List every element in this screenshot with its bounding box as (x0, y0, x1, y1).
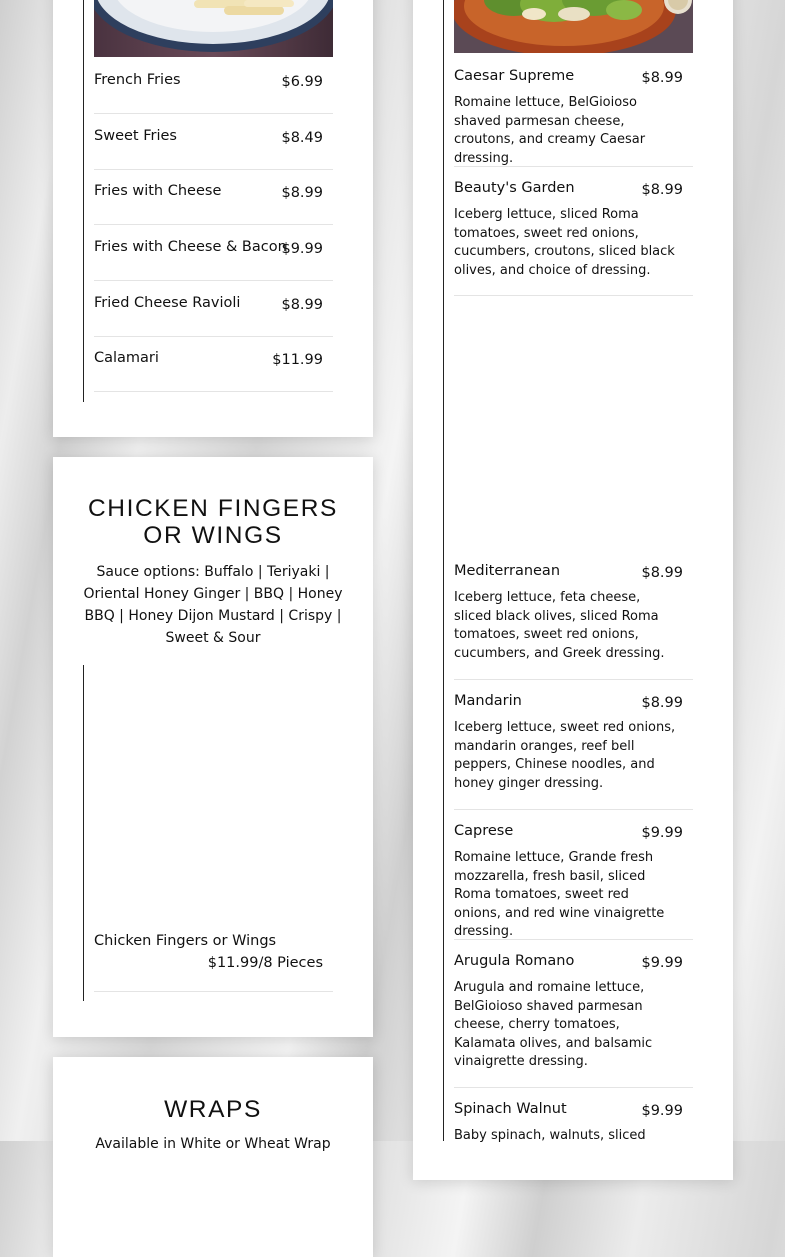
item-description: Arugula and romaine lettuce, BelGioioso shaved parmesan cheese, cherry tomatoes, Kalamata olives, and balsamic vinaigrette dressing. (454, 980, 653, 1069)
item-price: $9.99 (281, 241, 323, 257)
item-name: French Fries (94, 72, 181, 88)
chicken-fingers-item (94, 930, 333, 992)
wraps-note: Available in White or Wheat Wrap (95, 1136, 331, 1152)
item-price: $8.99 (641, 565, 683, 581)
item-price: $8.99 (641, 695, 683, 711)
item-price: $9.99 (641, 1103, 683, 1119)
item-name: Spinach Walnut (454, 1101, 567, 1117)
item-name: Arugula Romano (454, 953, 575, 969)
salad-item (454, 66, 693, 167)
item-name: Beauty's Garden (454, 180, 575, 196)
salads-divider-line (443, 0, 444, 1141)
chicken-title-line2: OR WINGS (143, 522, 283, 549)
chicken-title-line1: CHICKEN FINGERS (88, 495, 338, 522)
wraps-card (53, 1057, 373, 1257)
item-description: Baby spinach, walnuts, sliced (454, 1128, 646, 1143)
salad-item (454, 691, 693, 810)
item-price: $8.99 (641, 182, 683, 198)
item-description: Iceberg lettuce, sliced Roma tomatoes, sweet red onions, cucumbers, croutons, sliced black olives, and choice of dressing. (454, 207, 675, 278)
item-description: Iceberg lettuce, feta cheese, sliced black olives, sliced Roma tomatoes, sweet red onions, cucumbers, and Greek dressing. (454, 590, 665, 661)
item-price: $9.99 (641, 955, 683, 971)
chicken-divider-line (83, 665, 84, 1001)
salad-item (454, 561, 693, 680)
sides-item (94, 58, 333, 114)
chicken-section-title (53, 495, 373, 549)
item-price: $8.99 (641, 70, 683, 86)
item-name: Chicken Fingers or Wings (94, 933, 277, 949)
sides-divider-line (83, 0, 84, 402)
item-name: Calamari (94, 350, 159, 366)
salad-item (454, 178, 693, 296)
item-name: Caesar Supreme (454, 68, 575, 84)
item-price: $9.99 (641, 825, 683, 841)
wraps-section-title: WRAPS (164, 1096, 262, 1123)
sauce-options-note: Sauce options: Buffalo | Teriyaki | Oriental Honey Ginger | BBQ | Honey BBQ | Honey Dijon Mustard | Crispy | Sweet & Sour (83, 564, 343, 646)
item-description: Iceberg lettuce, sweet red onions, mandarin oranges, reef bell peppers, Chinese noodles, and honey ginger dressing. (454, 720, 676, 791)
sides-item (94, 281, 333, 337)
sides-item (94, 114, 333, 170)
item-name: Fries with Cheese (94, 183, 222, 199)
salad-item (454, 1099, 693, 1159)
item-name: Mandarin (454, 693, 522, 709)
item-price: $6.99 (281, 74, 323, 90)
item-description: Romaine lettuce, BelGioioso shaved parmesan cheese, croutons, and creamy Caesar dressing. (454, 95, 646, 166)
caesar-salad-image (454, 0, 693, 53)
item-price: $11.99 (272, 352, 323, 368)
sides-item (94, 169, 333, 225)
item-price: $8.99 (281, 185, 323, 201)
item-name: Sweet Fries (94, 128, 177, 144)
item-price: $11.99/8 Pieces (207, 955, 323, 971)
item-name: Fries with Cheese & Bacon (94, 239, 287, 255)
salad-item (454, 821, 693, 940)
item-description: Romaine lettuce, Grande fresh mozzarella, fresh basil, sliced Roma tomatoes, sweet red onions, and red wine vinaigrette dressing. (454, 850, 665, 939)
sides-item (94, 225, 333, 281)
item-name: Fried Cheese Ravioli (94, 295, 241, 311)
salad-item (454, 951, 693, 1088)
item-price: $8.99 (281, 297, 323, 313)
item-price: $8.49 (281, 130, 323, 146)
sides-item (94, 336, 333, 392)
item-name: Mediterranean (454, 563, 561, 579)
fries-plate-image (94, 0, 333, 57)
item-name: Caprese (454, 823, 514, 839)
